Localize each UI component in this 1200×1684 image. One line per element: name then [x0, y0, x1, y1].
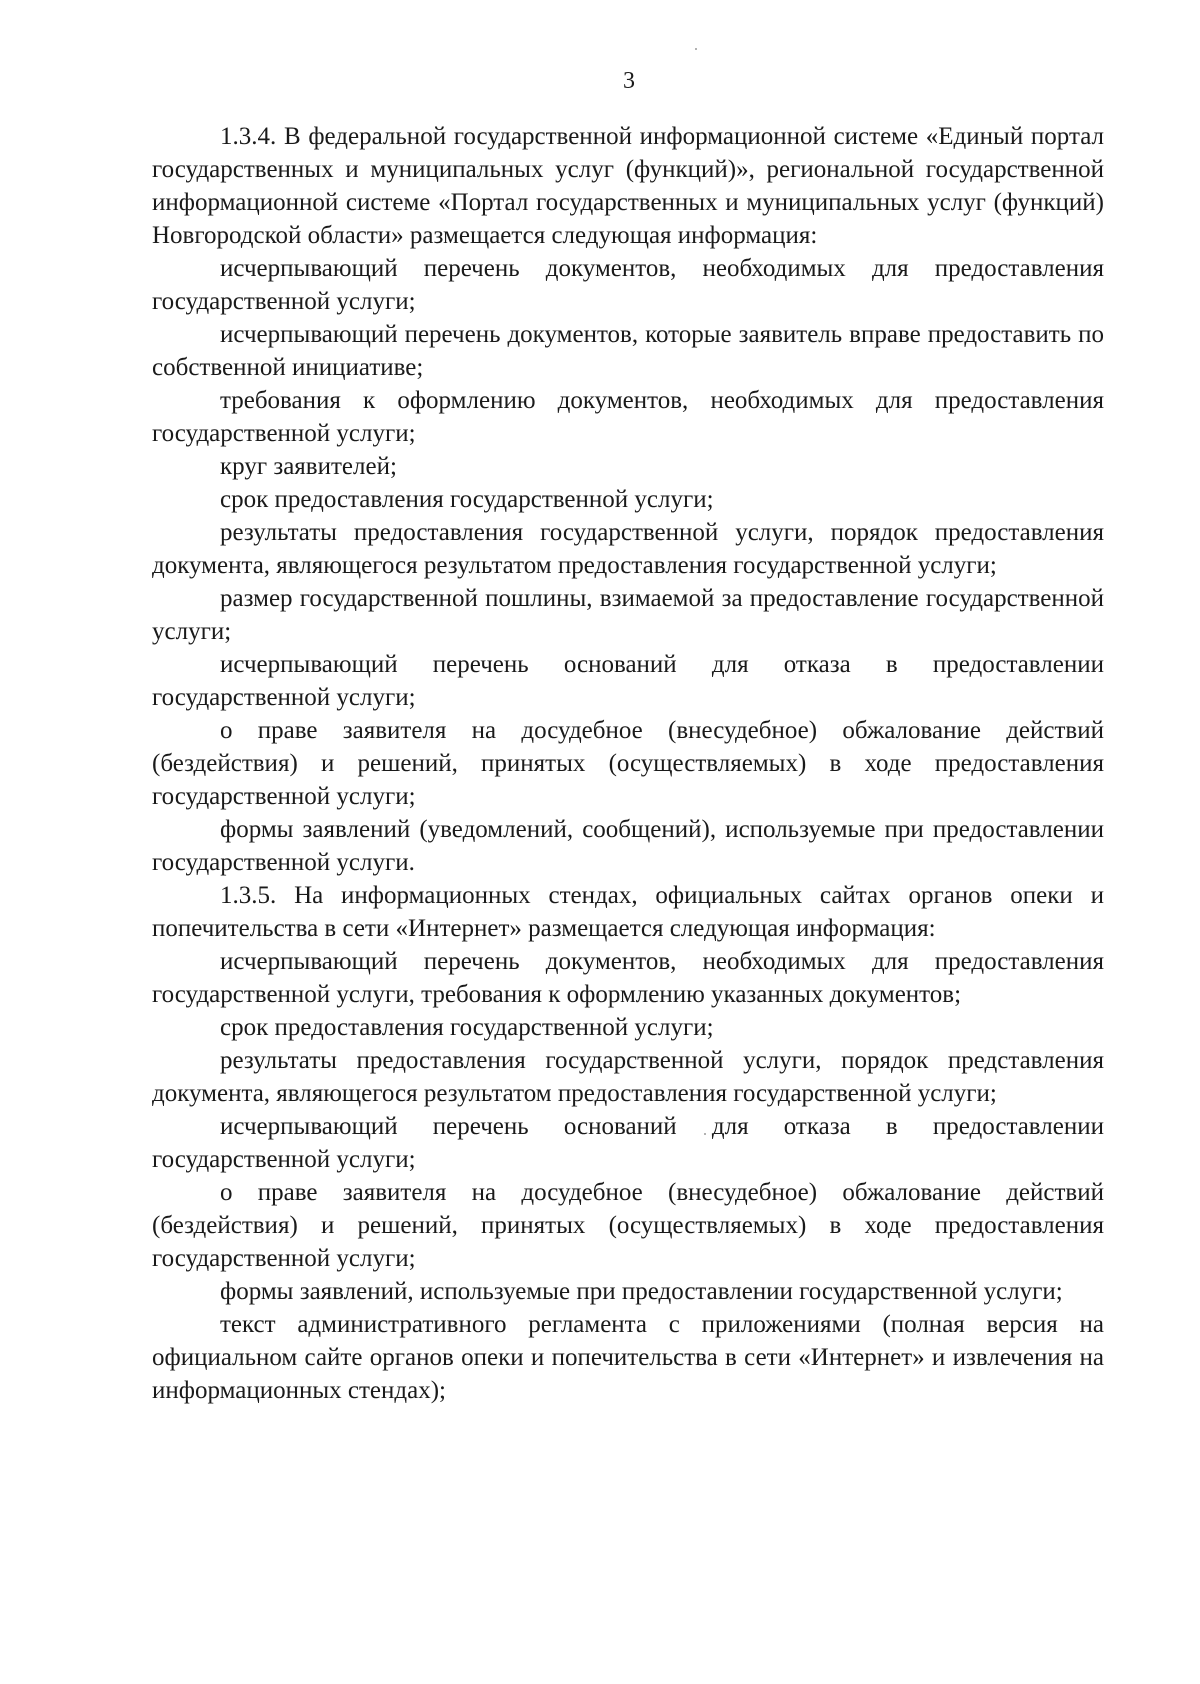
list-item: круг заявителей;	[220, 453, 397, 480]
list-item: срок предоставления государственной услуги;	[220, 1014, 714, 1041]
list-item: результаты предоставления государственной услуги, порядок предоставления документа, являющегося результатом предоставления государственной услуги;	[152, 519, 1104, 579]
list-item: размер государственной пошлины, взимаемой за предоставление государственной услуги;	[152, 585, 1104, 645]
page-number: 3	[623, 68, 635, 94]
list-item: исчерпывающий перечень документов, необходимых для предоставления государственной услуги, требования к оформлению указанных документов;	[152, 948, 1104, 1008]
list-item: исчерпывающий перечень оснований для отказа в предоставлении государственной услуги;	[152, 1113, 1104, 1173]
list-item: формы заявлений (уведомлений, сообщений), используемые при предоставлении государственной услуги.	[152, 816, 1104, 876]
list-item: о праве заявителя на досудебное (внесудебное) обжалование действий (бездействия) и решений, принятых (осуществляемых) в ходе предоставления государственной услуги;	[152, 1179, 1104, 1272]
list-item: текст административного регламента с приложениями (полная версия на официальном сайте органов опеки и попечительства в сети «Интернет» и извлечения на информационных стендах);	[152, 1311, 1104, 1404]
list-item: требования к оформлению документов, необходимых для предоставления государственной услуги;	[152, 387, 1104, 447]
list-item: срок предоставления государственной услуги;	[220, 486, 714, 513]
list-item: исчерпывающий перечень оснований для отказа в предоставлении государственной услуги;	[152, 651, 1104, 711]
list-item: формы заявлений, используемые при предоставлении государственной услуги;	[220, 1278, 1063, 1305]
paragraph-1-3-4: 1.3.4. В федеральной государственной информационной системе «Единый портал государственных и муниципальных услуг (функций)», региональной государственной информационной системе «Портал государственных и муниципальных услуг (функций) Новгородской области» размещается следующая информация:	[152, 123, 1104, 249]
document-body	[152, 120, 1104, 1407]
list-item: исчерпывающий перечень документов, необходимых для предоставления государственной услуги;	[152, 255, 1104, 315]
list-item: о праве заявителя на досудебное (внесудебное) обжалование действий (бездействия) и решений, принятых (осуществляемых) в ходе предоставления государственной услуги;	[152, 717, 1104, 810]
scan-speck	[695, 48, 697, 50]
list-item: результаты предоставления государственной услуги, порядок представления документа, являющегося результатом предоставления государственной услуги;	[152, 1047, 1104, 1107]
list-item: исчерпывающий перечень документов, которые заявитель вправе предоставить по собственной инициативе;	[152, 321, 1104, 381]
paragraph-1-3-5: 1.3.5. На информационных стендах, официальных сайтах органов опеки и попечительства в сети «Интернет» размещается следующая информация:	[152, 882, 1104, 942]
